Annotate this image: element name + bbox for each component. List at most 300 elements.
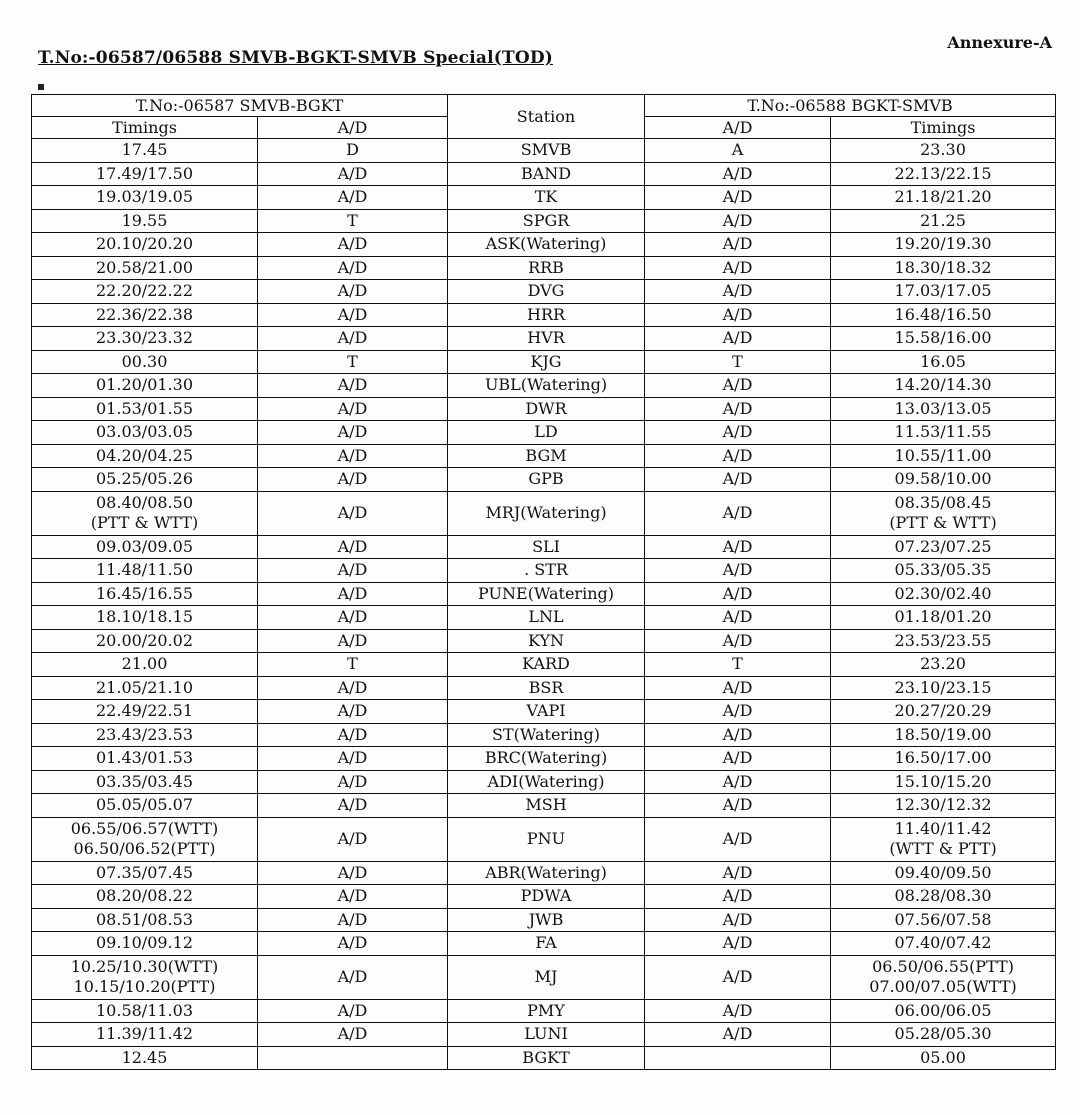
left-timing-cell-line: 21.00 (121, 654, 168, 674)
right-ad-cell: A/D (645, 280, 831, 304)
left-train-header: T.No:-06587 SMVB-BGKT (32, 95, 448, 117)
station-cell: ST(Watering) (448, 723, 645, 747)
right-timing-cell-line: 05.28/05.30 (894, 1024, 992, 1044)
left-timing-cell-line: 11.39/11.42 (96, 1024, 193, 1044)
right-ad-cell: A/D (645, 999, 831, 1023)
table-row (32, 535, 1056, 559)
left-timing-cell-line: 01.20/01.30 (96, 375, 193, 395)
right-timing-cell-line: 05.33/05.35 (894, 560, 992, 580)
right-timing-cell (831, 676, 1056, 700)
left-timing-cell (32, 908, 258, 932)
right-timing-cell (831, 374, 1056, 398)
right-timing-cell (831, 233, 1056, 257)
table-row (32, 770, 1056, 794)
right-timing-cell-line: 05.00 (920, 1047, 966, 1067)
left-timing-cell-line: 08.51/08.53 (96, 909, 193, 929)
left-ad-cell: A/D (258, 444, 448, 468)
left-timing-cell (32, 444, 258, 468)
left-timing-cell (32, 955, 258, 999)
right-ad-cell: A/D (645, 559, 831, 583)
station-cell: ASK(Watering) (448, 233, 645, 257)
right-timing-cell-line: 07.56/07.58 (894, 909, 992, 929)
station-cell: PNU (448, 817, 645, 861)
station-cell: KYN (448, 629, 645, 653)
left-ad-cell: A/D (258, 999, 448, 1023)
station-cell: LD (448, 421, 645, 445)
right-timing-cell-line: 02.30/02.40 (894, 583, 992, 603)
table-row (32, 559, 1056, 583)
left-timing-cell-line: 06.50/06.52(PTT) (73, 839, 216, 858)
station-cell: FA (448, 932, 645, 956)
right-timing-cell-line: 23.53/23.55 (894, 630, 992, 650)
table-row (32, 932, 1056, 956)
right-ad-cell: A/D (645, 770, 831, 794)
left-ad-cell: T (258, 350, 448, 374)
right-timing-cell-line: 11.40/11.42 (894, 819, 992, 838)
right-ad-cell: A/D (645, 444, 831, 468)
right-ad-cell: A/D (645, 861, 831, 885)
table-row (32, 955, 1056, 999)
right-timing-cell (831, 653, 1056, 677)
right-ad-cell: A/D (645, 955, 831, 999)
right-timing-cell (831, 280, 1056, 304)
right-timing-cell (831, 629, 1056, 653)
right-timing-cell (831, 209, 1056, 233)
left-timing-cell-line: 08.40/08.50 (96, 493, 193, 512)
left-timing-cell (32, 468, 258, 492)
right-timing-cell (831, 908, 1056, 932)
left-timing-cell (32, 582, 258, 606)
left-timing-cell (32, 932, 258, 956)
left-ad-cell: A/D (258, 327, 448, 351)
station-cell: UBL(Watering) (448, 374, 645, 398)
right-timing-cell (831, 932, 1056, 956)
left-timing-cell (32, 397, 258, 421)
left-ad-cell: T (258, 653, 448, 677)
left-ad-cell: A/D (258, 700, 448, 724)
left-ad-cell: A/D (258, 908, 448, 932)
right-ad-cell: A/D (645, 582, 831, 606)
table-row (32, 723, 1056, 747)
left-ad-cell: A/D (258, 723, 448, 747)
left-timing-cell-line: 19.03/19.05 (96, 187, 193, 207)
page-title: T.No:-06587/06588 SMVB-BGKT-SMVB Special(TOD) (38, 48, 554, 68)
left-timing-cell (32, 653, 258, 677)
right-timing-cell (831, 468, 1056, 492)
right-timing-cell (831, 186, 1056, 210)
table-row (32, 374, 1056, 398)
station-cell: LUNI (448, 1023, 645, 1047)
left-timing-cell (32, 1023, 258, 1047)
station-cell: TK (448, 186, 645, 210)
left-timing-cell (32, 280, 258, 304)
right-ad-cell: T (645, 350, 831, 374)
right-timing-cell (831, 559, 1056, 583)
station-cell: HRR (448, 303, 645, 327)
right-timing-cell (831, 256, 1056, 280)
right-ad-cell: A/D (645, 374, 831, 398)
left-timing-cell-line: 19.55 (121, 210, 168, 230)
right-timing-cell-line: 23.30 (920, 140, 966, 160)
table-row (32, 256, 1056, 280)
station-cell: JWB (448, 908, 645, 932)
left-timing-cell-line: 05.25/05.26 (96, 469, 193, 489)
left-ad-cell: T (258, 209, 448, 233)
table-row (32, 747, 1056, 771)
left-timing-cell (32, 303, 258, 327)
table-row (32, 162, 1056, 186)
right-timing-cell-line: 09.40/09.50 (894, 862, 992, 882)
left-timing-cell-line: 23.43/23.53 (96, 724, 193, 744)
station-cell: GPB (448, 468, 645, 492)
left-timing-cell (32, 256, 258, 280)
left-timing-cell-line: 20.58/21.00 (96, 257, 193, 277)
left-timing-cell-line: 10.58/11.03 (96, 1000, 193, 1020)
left-ad-cell: A/D (258, 491, 448, 535)
left-ad-cell: A/D (258, 629, 448, 653)
left-timing-cell-line: (PTT & WTT) (90, 513, 199, 532)
left-timing-cell (32, 421, 258, 445)
right-timing-cell (831, 327, 1056, 351)
table-row (32, 794, 1056, 818)
right-timing-cell (831, 1023, 1056, 1047)
left-timing-cell (32, 535, 258, 559)
right-ad-cell: A/D (645, 629, 831, 653)
right-timing-cell (831, 861, 1056, 885)
left-timing-cell (32, 139, 258, 163)
station-cell: PMY (448, 999, 645, 1023)
left-ad-cell: A/D (258, 559, 448, 583)
left-timing-cell (32, 629, 258, 653)
left-timing-cell-line: 17.45 (121, 140, 168, 160)
table-row (32, 606, 1056, 630)
left-ad-cell: A/D (258, 817, 448, 861)
table-row (32, 491, 1056, 535)
left-ad-cell: A/D (258, 374, 448, 398)
right-train-header: T.No:-06588 BGKT-SMVB (645, 95, 1056, 117)
right-ad-cell: A/D (645, 491, 831, 535)
left-timing-cell-line: 10.15/10.20(PTT) (73, 977, 216, 996)
station-cell: ABR(Watering) (448, 861, 645, 885)
right-timing-cell-line: 12.30/12.32 (894, 795, 992, 815)
left-timing-cell (32, 999, 258, 1023)
right-ad-cell: A/D (645, 794, 831, 818)
table-row (32, 209, 1056, 233)
right-timing-cell (831, 491, 1056, 535)
right-timing-cell-line: 14.20/14.30 (894, 375, 992, 395)
left-ad-cell: A/D (258, 747, 448, 771)
table-row (32, 186, 1056, 210)
left-ad-cell: A/D (258, 421, 448, 445)
right-timing-cell (831, 606, 1056, 630)
left-timing-cell-line: 00.30 (121, 351, 168, 371)
right-timing-cell-line: 23.20 (920, 654, 966, 674)
station-cell: RRB (448, 256, 645, 280)
table-row (32, 233, 1056, 257)
table-row (32, 350, 1056, 374)
right-ad-cell: A/D (645, 535, 831, 559)
left-ad-cell: A/D (258, 794, 448, 818)
table-row (32, 817, 1056, 861)
left-ad-cell: A/D (258, 280, 448, 304)
left-timing-cell-line: 09.03/09.05 (96, 536, 193, 556)
table-row (32, 444, 1056, 468)
station-cell: VAPI (448, 700, 645, 724)
station-cell: SLI (448, 535, 645, 559)
left-ad-cell: A/D (258, 233, 448, 257)
right-timing-cell (831, 397, 1056, 421)
left-timing-cell (32, 350, 258, 374)
corner-mark (38, 84, 44, 90)
left-timing-cell-line: 01.53/01.55 (96, 398, 193, 418)
station-cell: BRC(Watering) (448, 747, 645, 771)
table-row (32, 139, 1056, 163)
right-timing-cell (831, 421, 1056, 445)
station-cell: SMVB (448, 139, 645, 163)
left-ad-cell: D (258, 139, 448, 163)
table-row (32, 908, 1056, 932)
station-cell: BGKT (448, 1046, 645, 1070)
left-timings-header: Timings (32, 117, 258, 139)
right-ad-cell: A/D (645, 468, 831, 492)
table-row (32, 582, 1056, 606)
right-timing-cell-line: 07.23/07.25 (894, 536, 992, 556)
right-timing-cell-line: 11.53/11.55 (894, 422, 992, 442)
left-timing-cell (32, 1046, 258, 1070)
right-timing-cell-line: 01.18/01.20 (894, 607, 992, 627)
table-row (32, 1023, 1056, 1047)
right-timing-cell-line: 15.10/15.20 (894, 771, 992, 791)
left-timing-cell-line: 22.36/22.38 (96, 304, 193, 324)
right-ad-cell: A/D (645, 1023, 831, 1047)
right-timing-cell-line: 17.03/17.05 (894, 281, 992, 301)
table-row (32, 421, 1056, 445)
left-timing-cell (32, 861, 258, 885)
right-timing-cell-line: 06.50/06.55(PTT) (872, 957, 1014, 976)
station-cell: HVR (448, 327, 645, 351)
left-ad-cell: A/D (258, 955, 448, 999)
right-ad-cell: A/D (645, 209, 831, 233)
right-timing-cell (831, 535, 1056, 559)
right-ad-cell: A/D (645, 932, 831, 956)
right-timing-cell (831, 444, 1056, 468)
station-cell: KARD (448, 653, 645, 677)
right-ad-cell: T (645, 653, 831, 677)
left-timing-cell (32, 817, 258, 861)
right-timing-cell-line: 08.28/08.30 (894, 886, 992, 906)
timetable-body (32, 139, 1056, 1070)
table-row (32, 700, 1056, 724)
left-timing-cell-line: 16.45/16.55 (96, 583, 193, 603)
right-timing-cell (831, 1046, 1056, 1070)
right-timing-cell-line: 16.50/17.00 (894, 748, 992, 768)
station-cell: SPGR (448, 209, 645, 233)
right-ad-cell: A/D (645, 186, 831, 210)
right-timing-cell-line: 16.48/16.50 (894, 304, 992, 324)
table-row (32, 999, 1056, 1023)
table-row (32, 861, 1056, 885)
left-timing-cell-line: 22.20/22.22 (96, 281, 193, 301)
right-ad-cell: A/D (645, 327, 831, 351)
right-timing-cell-line: 20.27/20.29 (894, 701, 992, 721)
right-timing-cell-line: 13.03/13.05 (894, 398, 992, 418)
left-timing-cell-line: 20.00/20.02 (96, 630, 193, 650)
right-timing-cell-line: 06.00/06.05 (894, 1000, 992, 1020)
left-timing-cell (32, 374, 258, 398)
left-timing-cell-line: 23.30/23.32 (96, 328, 193, 348)
left-timing-cell (32, 885, 258, 909)
station-cell: DVG (448, 280, 645, 304)
left-ad-cell: A/D (258, 582, 448, 606)
right-ad-cell: A/D (645, 303, 831, 327)
table-row (32, 468, 1056, 492)
left-timing-cell (32, 606, 258, 630)
left-timing-cell-line: 07.35/07.45 (96, 862, 193, 882)
right-timing-cell-line: 23.10/23.15 (894, 677, 992, 697)
left-timing-cell-line: 08.20/08.22 (96, 886, 193, 906)
right-timing-cell (831, 700, 1056, 724)
right-ad-cell: A/D (645, 606, 831, 630)
table-row (32, 629, 1056, 653)
left-timing-cell (32, 700, 258, 724)
right-timing-cell (831, 350, 1056, 374)
right-timing-cell-line: 21.18/21.20 (894, 187, 992, 207)
right-timing-cell-line: (WTT & PTT) (889, 839, 997, 858)
left-timing-cell (32, 327, 258, 351)
station-cell: LNL (448, 606, 645, 630)
left-timing-cell-line: 05.05/05.07 (96, 795, 193, 815)
table-row (32, 1046, 1056, 1070)
right-ad-cell: A/D (645, 885, 831, 909)
left-ad-cell (258, 1046, 448, 1070)
right-timing-cell (831, 162, 1056, 186)
left-timing-cell (32, 747, 258, 771)
left-timing-cell-line: 01.43/01.53 (96, 748, 193, 768)
table-row (32, 327, 1056, 351)
right-timing-cell-line: 18.50/19.00 (894, 724, 992, 744)
right-ad-cell: A/D (645, 256, 831, 280)
left-timing-cell (32, 676, 258, 700)
left-timing-cell (32, 559, 258, 583)
left-timing-cell-line: 20.10/20.20 (96, 234, 193, 254)
left-timing-cell-line: 12.45 (121, 1047, 168, 1067)
right-ad-cell (645, 1046, 831, 1070)
right-timing-cell-line: 09.58/10.00 (894, 469, 992, 489)
right-ad-cell: A/D (645, 676, 831, 700)
left-ad-cell: A/D (258, 303, 448, 327)
left-timing-cell (32, 770, 258, 794)
left-ad-header: A/D (258, 117, 448, 139)
station-cell: PDWA (448, 885, 645, 909)
annexure-label: Annexure-A (947, 33, 1052, 52)
left-ad-cell: A/D (258, 256, 448, 280)
table-row (32, 397, 1056, 421)
station-cell: MJ (448, 955, 645, 999)
station-cell: BGM (448, 444, 645, 468)
right-timings-header: Timings (831, 117, 1056, 139)
left-ad-cell: A/D (258, 397, 448, 421)
right-ad-cell: A/D (645, 817, 831, 861)
station-cell: KJG (448, 350, 645, 374)
left-ad-cell: A/D (258, 186, 448, 210)
left-ad-cell: A/D (258, 606, 448, 630)
left-timing-cell-line: 06.55/06.57(WTT) (70, 819, 219, 838)
table-row (32, 676, 1056, 700)
left-ad-cell: A/D (258, 932, 448, 956)
right-timing-cell (831, 770, 1056, 794)
right-timing-cell (831, 582, 1056, 606)
right-ad-cell: A/D (645, 908, 831, 932)
header-row-trains (32, 95, 1056, 117)
left-ad-cell: A/D (258, 885, 448, 909)
right-timing-cell-line: (PTT & WTT) (889, 513, 997, 532)
station-cell: BSR (448, 676, 645, 700)
right-timing-cell (831, 303, 1056, 327)
left-timing-cell (32, 233, 258, 257)
right-ad-cell: A (645, 139, 831, 163)
table-row (32, 303, 1056, 327)
right-ad-cell: A/D (645, 700, 831, 724)
station-header: Station (448, 95, 645, 139)
left-ad-cell: A/D (258, 162, 448, 186)
table-row (32, 885, 1056, 909)
station-cell: . STR (448, 559, 645, 583)
station-cell: DWR (448, 397, 645, 421)
right-timing-cell (831, 747, 1056, 771)
left-timing-cell-line: 22.49/22.51 (96, 701, 193, 721)
right-ad-cell: A/D (645, 723, 831, 747)
station-cell: BAND (448, 162, 645, 186)
table-row (32, 653, 1056, 677)
station-cell: MSH (448, 794, 645, 818)
table-row (32, 280, 1056, 304)
right-timing-cell-line: 07.00/07.05(WTT) (869, 977, 1017, 996)
right-timing-cell-line: 15.58/16.00 (894, 328, 992, 348)
left-timing-cell-line: 10.25/10.30(WTT) (70, 957, 219, 976)
left-timing-cell-line: 11.48/11.50 (96, 560, 193, 580)
left-timing-cell-line: 21.05/21.10 (96, 677, 193, 697)
station-cell: PUNE(Watering) (448, 582, 645, 606)
right-timing-cell (831, 817, 1056, 861)
left-timing-cell-line: 18.10/18.15 (96, 607, 193, 627)
station-cell: MRJ(Watering) (448, 491, 645, 535)
left-timing-cell (32, 491, 258, 535)
station-cell: ADI(Watering) (448, 770, 645, 794)
left-ad-cell: A/D (258, 1023, 448, 1047)
right-timing-cell (831, 885, 1056, 909)
right-timing-cell (831, 794, 1056, 818)
left-ad-cell: A/D (258, 676, 448, 700)
right-timing-cell-line: 22.13/22.15 (894, 163, 992, 183)
left-timing-cell (32, 794, 258, 818)
right-timing-cell-line: 10.55/11.00 (894, 445, 992, 465)
right-timing-cell (831, 139, 1056, 163)
timetable (31, 94, 1056, 1070)
left-ad-cell: A/D (258, 861, 448, 885)
right-ad-header: A/D (645, 117, 831, 139)
left-timing-cell-line: 03.03/03.05 (96, 422, 193, 442)
left-ad-cell: A/D (258, 468, 448, 492)
right-ad-cell: A/D (645, 397, 831, 421)
left-timing-cell-line: 17.49/17.50 (96, 163, 193, 183)
right-timing-cell-line: 08.35/08.45 (894, 493, 992, 512)
right-timing-cell-line: 16.05 (920, 351, 966, 371)
right-timing-cell-line: 07.40/07.42 (894, 933, 992, 953)
left-timing-cell (32, 162, 258, 186)
left-timing-cell-line: 04.20/04.25 (96, 445, 193, 465)
left-timing-cell-line: 03.35/03.45 (96, 771, 193, 791)
right-ad-cell: A/D (645, 747, 831, 771)
